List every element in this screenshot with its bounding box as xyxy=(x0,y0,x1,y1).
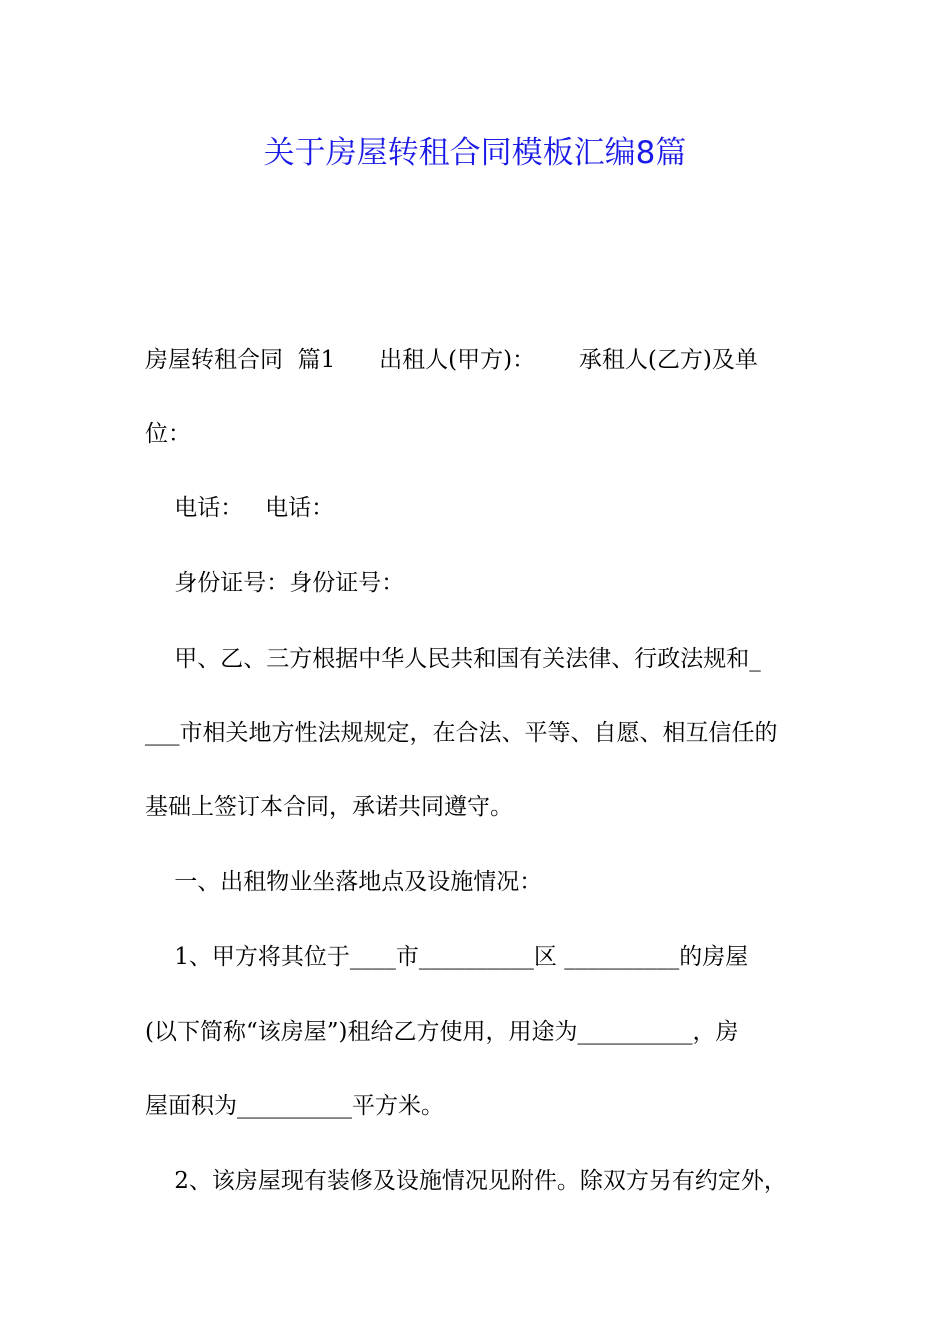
text-line-2: 位： xyxy=(145,421,191,447)
text-line-9: 1、甲方将其位于____市__________区 __________的房屋 xyxy=(145,944,749,970)
text-line-1: 房屋转租合同 篇1 出租人(甲方)： 承租人(乙方)及单 xyxy=(145,347,758,373)
text-line-3: 电话： 电话： xyxy=(145,495,335,521)
text-line-5: 甲、乙、三方根据中华人民共和国有关法律、行政法规和_ xyxy=(145,646,761,672)
text-line-6: ___市相关地方性法规规定，在合法、平等、自愿、相互信任的 xyxy=(145,720,778,746)
text-line-7: 基础上签订本合同，承诺共同遵守。 xyxy=(145,794,513,820)
document-title: 关于房屋转租合同模板汇编8篇 xyxy=(263,135,687,171)
text-line-11: 屋面积为__________平方米。 xyxy=(145,1093,444,1119)
text-line-12: 2、该房屋现有装修及设施情况见附件。除双方另有约定外， xyxy=(145,1168,787,1194)
text-line-10: (以下简称“该房屋”)租给乙方使用，用途为__________，房 xyxy=(145,1019,739,1045)
text-line-8: 一、出租物业坐落地点及设施情况： xyxy=(145,869,543,895)
text-line-4: 身份证号：身份证号： xyxy=(145,570,405,596)
